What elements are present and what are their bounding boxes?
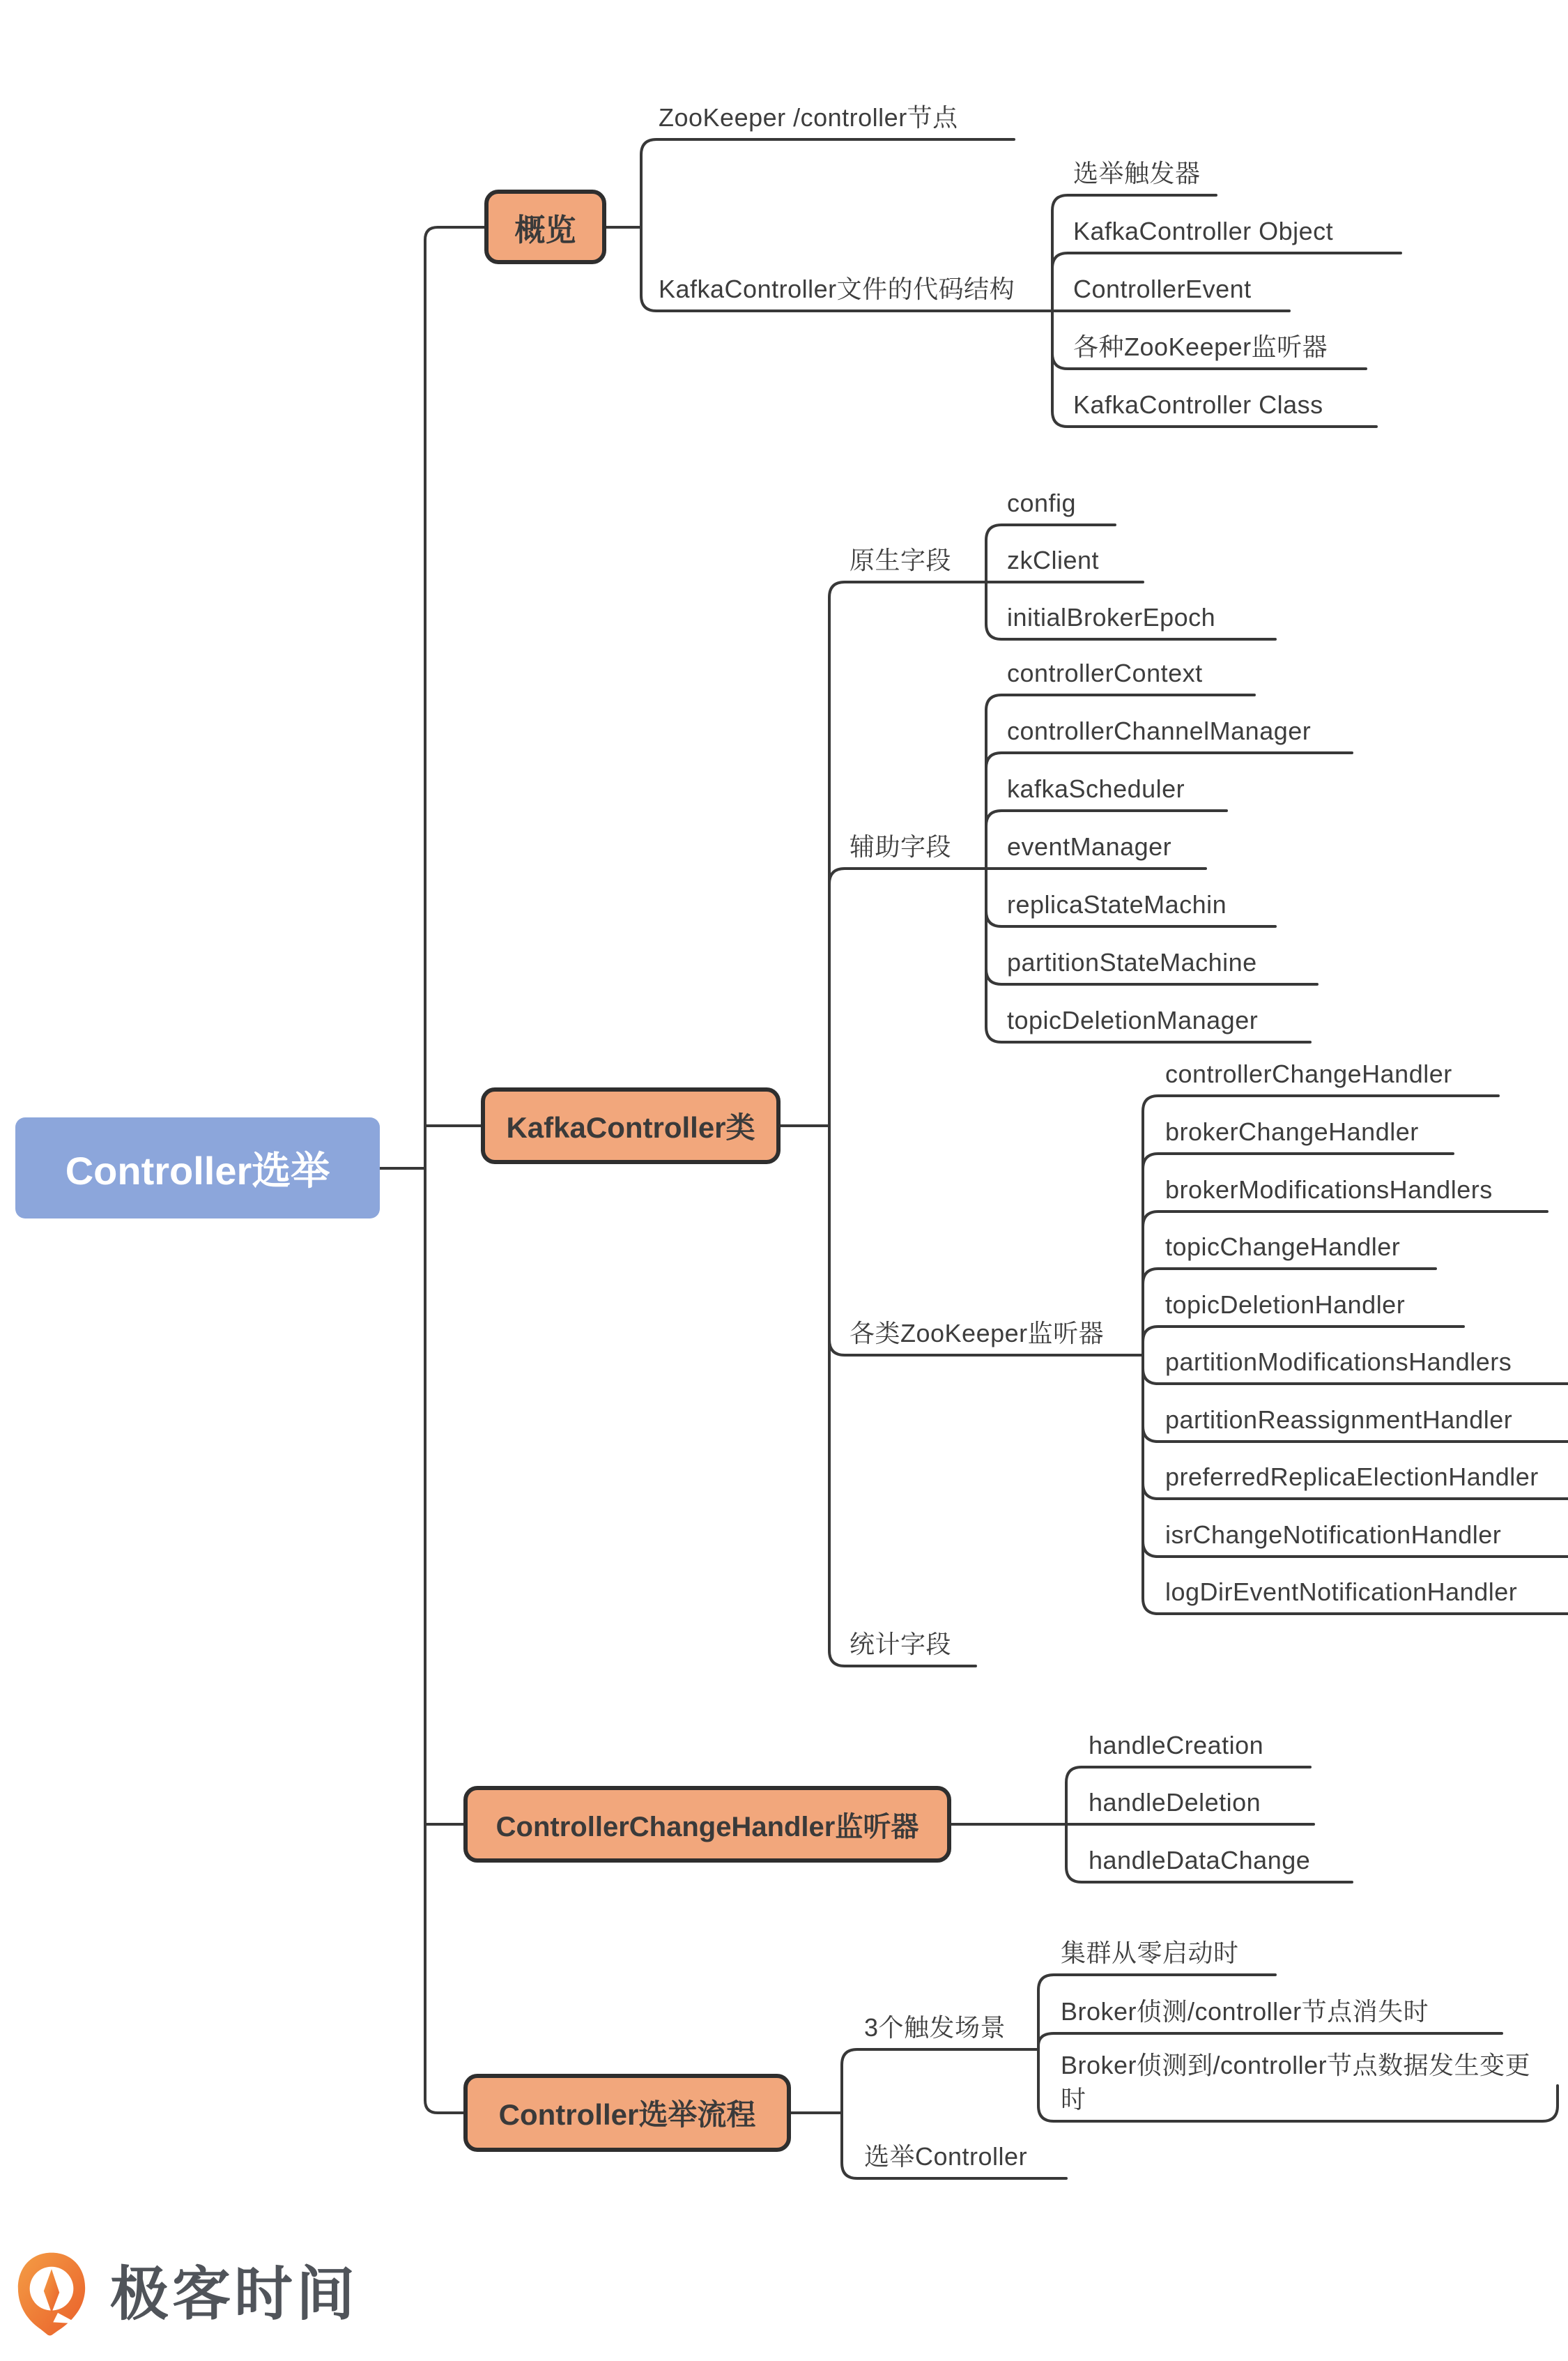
node-partitionmodificationshandlers[interactable]: partitionModificationsHandlers <box>1165 1347 1512 1376</box>
node-zkclient[interactable]: zkClient <box>1007 546 1100 574</box>
branch-controllerchangehandler-listener[interactable]: ControllerChangeHandler监听器 <box>463 1786 951 1863</box>
node-kafkacontroller-file-structure[interactable]: KafkaController文件的代码结构 <box>659 275 1015 303</box>
node-partitionreassignmenthandler[interactable]: partitionReassignmentHandler <box>1165 1405 1513 1434</box>
node-replicastatemachin[interactable]: replicaStateMachin <box>1007 890 1227 919</box>
node-controllerchangehandler[interactable]: controllerChangeHandler <box>1165 1060 1452 1088</box>
node-preferredreplicaelectionhandler[interactable]: preferredReplicaElectionHandler <box>1165 1462 1539 1491</box>
branch-controller-election-flow[interactable]: Controller选举流程 <box>463 2074 791 2152</box>
node-eventmanager[interactable]: eventManager <box>1007 832 1172 861</box>
node-zookeeper-controller-znode[interactable]: ZooKeeper /controller节点 <box>659 103 958 132</box>
node-kafkacontroller-object[interactable]: KafkaController Object <box>1073 217 1334 245</box>
node-handlecreation[interactable]: handleCreation <box>1089 1731 1264 1759</box>
node-topicchangehandler[interactable]: topicChangeHandler <box>1165 1232 1401 1261</box>
node-handledeletion[interactable]: handleDeletion <box>1089 1788 1261 1817</box>
node-auxiliary-fields[interactable]: 辅助字段 <box>850 832 952 861</box>
node-controllercontext[interactable]: controllerContext <box>1007 659 1203 687</box>
node-controllerchannelmanager[interactable]: controllerChannelManager <box>1007 717 1312 745</box>
node-various-zookeeper-listeners[interactable]: 各种ZooKeeper监听器 <box>1073 333 1328 361</box>
node-handledatachange[interactable]: handleDataChange <box>1089 1846 1311 1874</box>
node-three-trigger-scenarios[interactable]: 3个触发场景 <box>864 2013 1006 2042</box>
node-logdireventnotificationhandler[interactable]: logDirEventNotificationHandler <box>1165 1577 1518 1606</box>
root-node-controller-election[interactable]: Controller选举 <box>15 1117 380 1218</box>
geektime-logo-text: 极客时间 <box>110 2261 359 2327</box>
node-kafkacontroller-class[interactable]: KafkaController Class <box>1073 390 1323 419</box>
node-broker-detects-znode-gone[interactable]: Broker侦测/controller节点消失时 <box>1061 1997 1429 2026</box>
node-partitionstatemachine[interactable]: partitionStateMachine <box>1007 948 1257 977</box>
node-config[interactable]: config <box>1007 489 1077 517</box>
geektime-logo <box>13 2250 358 2338</box>
branch-overview[interactable]: 概览 <box>484 190 606 264</box>
node-initialbrokerepoch[interactable]: initialBrokerEpoch <box>1007 603 1216 632</box>
node-topicdeletionmanager[interactable]: topicDeletionManager <box>1007 1006 1259 1034</box>
node-elect-controller[interactable]: 选举Controller <box>864 2142 1028 2171</box>
node-brokermodificationshandlers[interactable]: brokerModificationsHandlers <box>1165 1175 1493 1204</box>
node-zookeeper-listener-types[interactable]: 各类ZooKeeper监听器 <box>850 1319 1105 1347</box>
node-cluster-start-from-zero[interactable]: 集群从零启动时 <box>1061 1939 1239 1967</box>
node-brokerchangehandler[interactable]: brokerChangeHandler <box>1165 1117 1419 1146</box>
node-native-fields[interactable]: 原生字段 <box>850 546 952 574</box>
node-topicdeletionhandler[interactable]: topicDeletionHandler <box>1165 1290 1406 1319</box>
node-isrchangenotificationhandler[interactable]: isrChangeNotificationHandler <box>1165 1520 1502 1549</box>
branch-kafkacontroller-class[interactable]: KafkaController类 <box>481 1087 781 1164</box>
node-controllerevent[interactable]: ControllerEvent <box>1073 275 1252 303</box>
node-statistics-fields[interactable]: 统计字段 <box>850 1630 952 1658</box>
node-broker-detects-znode-data-change[interactable]: Broker侦测到/controller节点数据发生变更时 <box>1061 2051 1531 2114</box>
node-election-trigger[interactable]: 选举触发器 <box>1073 159 1201 188</box>
node-kafkascheduler[interactable]: kafkaScheduler <box>1007 774 1185 803</box>
geektime-logo-icon <box>13 2250 91 2338</box>
